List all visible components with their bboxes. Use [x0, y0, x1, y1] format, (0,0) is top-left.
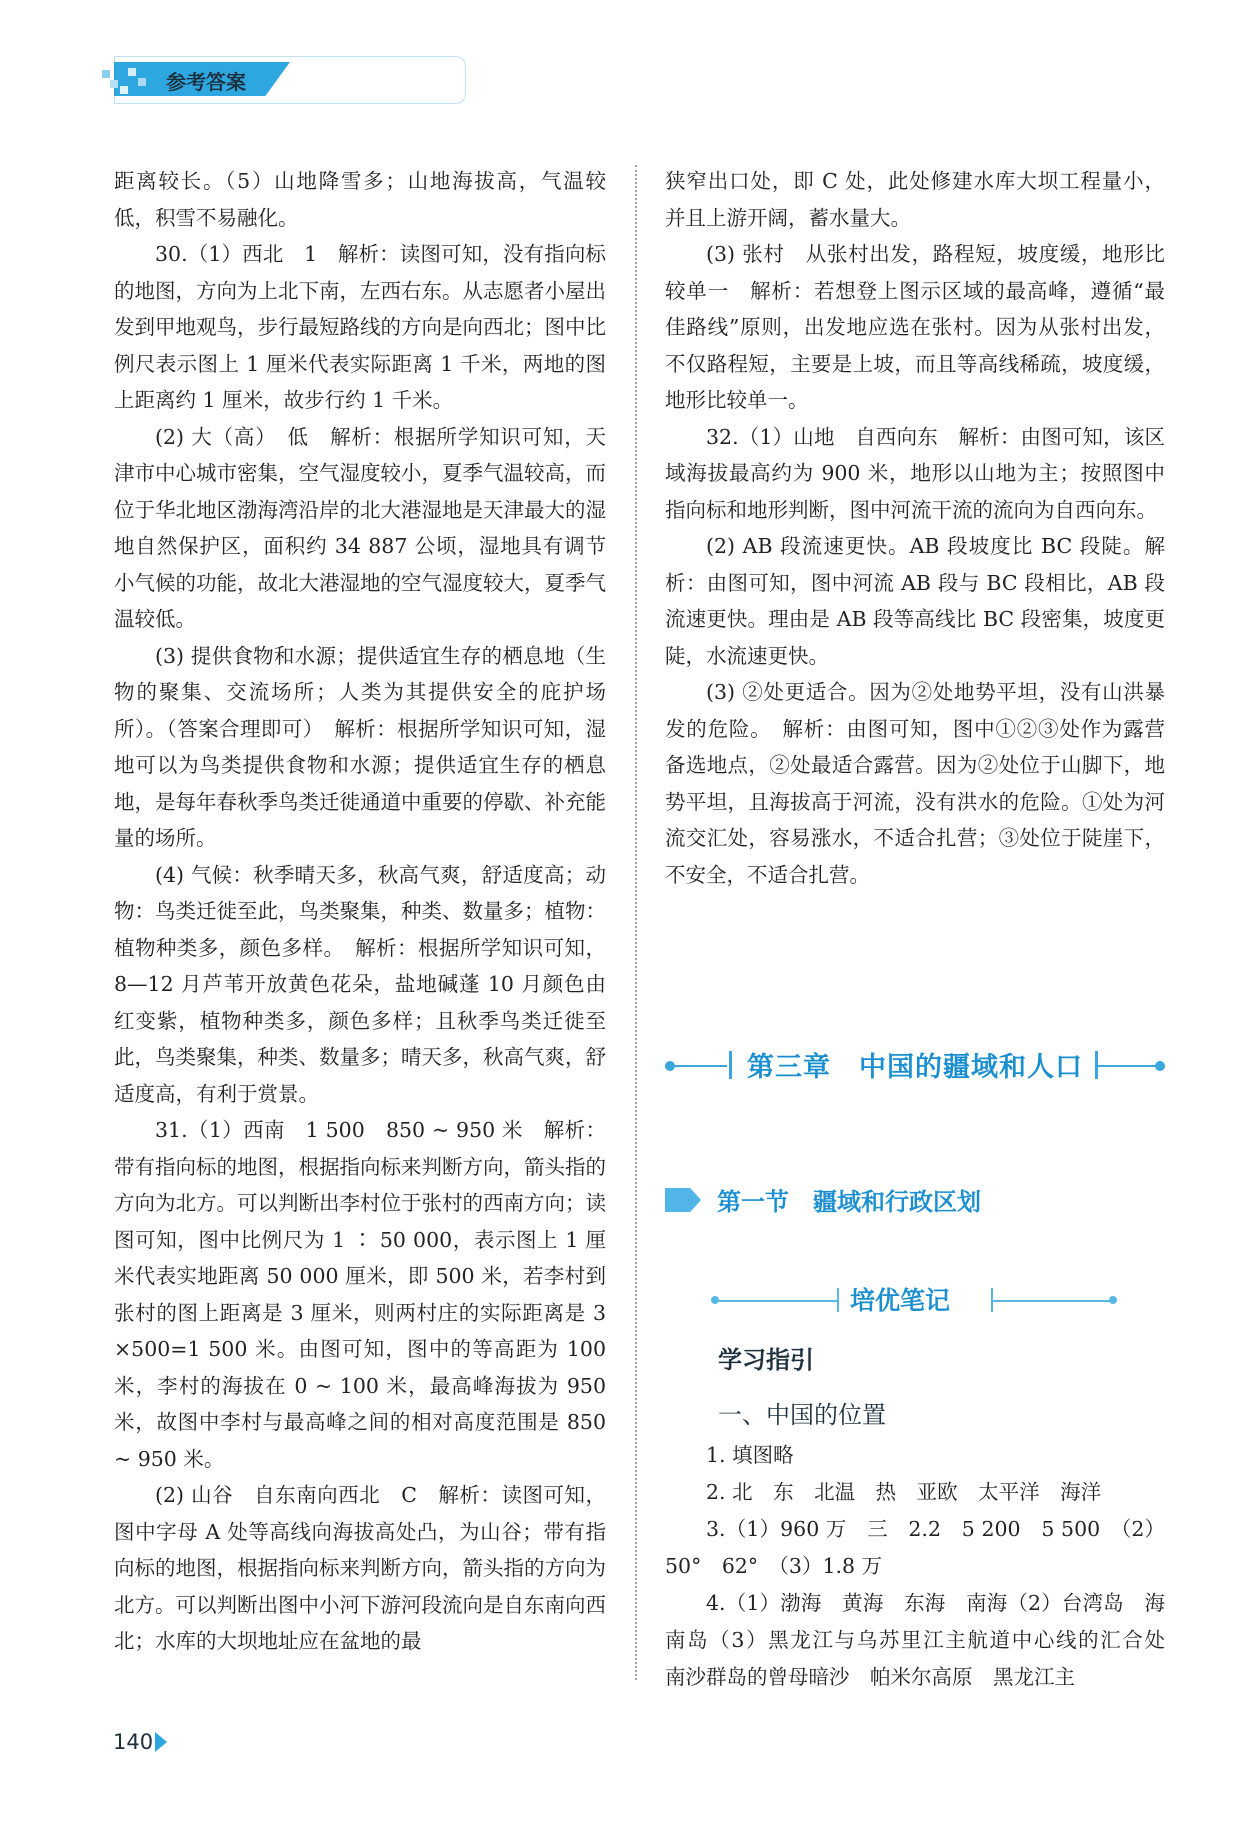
answer-paragraph: (2) 山谷 自东南向西北 C 解析：读图可知，图中字母 A 处等高线向海拔高处凸，为山谷；带有指向标的地图，根据指向标来判断方向，箭头指的方向为北方。可以判断出图中小河下游河段流向是自东南向西北；水库的大坝地址应在盆地的最 [114, 1483, 606, 1653]
notes-dot-decoration [1109, 1296, 1117, 1304]
notes-dot-decoration [711, 1296, 719, 1304]
section-marker-icon [665, 1188, 701, 1212]
header-label: 参考答案 [166, 70, 246, 94]
header-pixel-decoration [128, 68, 136, 76]
answer-line: 2. 北 东 北温 热 亚欧 太平洋 海洋 [706, 1480, 1102, 1504]
chapter-bar-decoration [729, 1051, 732, 1079]
subheading: 一、中国的位置 [718, 1401, 886, 1429]
page-arrow-icon [155, 1732, 167, 1752]
notes-rule-left [719, 1300, 837, 1302]
answer-paragraph: 30.（1）西北 1 解析：读图可知，没有指向标的地图，方向为上北下南，左西右东。从志愿者小屋出发到甲地观鸟，步行最短路线的方向是向西北；图中比例尺表示图上 1 厘米代表实际距离 1 千米，两地的图上距离约 1 厘米，故步行约 1 千米。 [114, 242, 606, 412]
header-pixel-decoration [120, 86, 128, 94]
answer-paragraph: (3) 提供食物和水源；提供适宜生存的栖息地（生物的聚集、交流场所；人类为其提供安全的庇护场所）。（答案合理即可） 解析：根据所学知识可知，湿地可以为鸟类提供食物和水源；提供适宜生存的栖息地，是每年春秋季鸟类迁徙通道中重要的停歇、补充能量的场所。 [114, 643, 606, 850]
page-number: 140 [113, 1730, 154, 1754]
answer-line: 4.（1）渤海 黄海 东海 南海（2）台湾岛 海南岛（3）黑龙江与乌苏里江主航道中心线的汇合处 南沙群岛的曾母暗沙 帕米尔高原 黑龙江主 [665, 1591, 1186, 1689]
notes-tick-decoration [837, 1288, 839, 1312]
page-header [114, 56, 466, 106]
guide-answers [665, 1437, 1186, 1696]
answer-paragraph: (2) 大（高） 低 解析：根据所学知识可知，天津市中心城市密集，空气湿度较小，夏季气温较高，而位于华北地区渤海湾沿岸的北大港湿地是天津最大的湿地自然保护区，面积约 34 887 公顷，湿地具有调节小气候的功能，故北大港湿地的空气湿度较大，夏季气温较低。 [114, 424, 606, 631]
answer-paragraph: (4) 气候：秋季晴天多，秋高气爽，舒适度高；动物：鸟类迁徙至此，鸟类聚集，种类、数量多；植物：植物种类多，颜色多样。 解析：根据所学知识可知，8—12 月芦苇开放黄色花朵，盐地碱蓬 10 月颜色由红变紫，植物种类多，颜色多样；且秋季鸟类迁徙至此，鸟类聚集，种类、数量多；晴天多，秋高气爽，舒适度高，有利于赏景。 [114, 862, 606, 1106]
chapter-dot-decoration [1155, 1061, 1165, 1071]
answer-paragraph: 狭窄出口处，即 C 处，此处修建水库大坝工程量小，并且上游开阔，蓄水量大。 [665, 169, 1165, 230]
answer-line: 3.（1）960 万 三 2.2 5 200 5 500 （2）50° 62° （3）1.8 万 [665, 1517, 1165, 1578]
chapter-rule-left [665, 1065, 727, 1067]
notes-title: 培优笔记 [850, 1286, 951, 1315]
answer-line: 1. 填图略 [706, 1443, 794, 1467]
study-guide-heading: 学习指引 [718, 1346, 814, 1374]
header-pixel-decoration [138, 78, 146, 86]
answer-paragraph: 31.（1）西南 1 500 850 ~ 950 米 解析：带有指向标的地图，根据指向标来判断方向，箭头指的方向为北方。可以判断出李村位于张村的西南方向；读图可知，图中比例尺为 1 ∶ 50 000，表示图上 1 厘米代表实地距离 50 000 厘米，即 500 米，若李村到张村的图上距离是 3 厘米，则两村庄的实际距离是 3×500=1 500 米。由图可知，图中的等高距为 100 米，李村的海拔在 0 ~ 100 米，最高峰海拔为 950 米，故图中李村与最高峰之间的相对高度范围是 850 ~ 950 米。 [114, 1118, 606, 1471]
left-column [114, 163, 606, 1660]
notes-heading [665, 1280, 1165, 1320]
chapter-title: 第三章 中国的疆域和人口 [747, 1052, 1083, 1083]
answer-paragraph: 距离较长。（5）山地降雪多；山地海拔高，气温较低，积雪不易融化。 [114, 169, 606, 230]
chapter-heading [665, 1045, 1165, 1085]
answer-paragraph: (3) ②处更适合。因为②处地势平坦，没有山洪暴发的危险。 解析：由图可知，图中①②③处作为露营备选地点，②处最适合露营。因为②处位于山脚下，地势平坦，且海拔高于河流，没有洪水的危险。①处为河流交汇处，容易涨水，不适合扎营；③处位于陡崖下，不安全，不适合扎营。 [665, 680, 1165, 887]
section-heading [665, 1180, 1165, 1220]
answer-paragraph: 32.（1）山地 自西向东 解析：由图可知，该区域海拔最高约为 900 米，地形以山地为主；按照图中指向标和地形判断，图中河流干流的流向为自西向东。 [665, 424, 1165, 522]
answer-paragraph: (3) 张村 从张村出发，路程短，坡度缓，地形比较单一 解析：若想登上图示区域的最高峰，遵循“最佳路线”原则，出发地应选在张村。因为从张村出发，不仅路程短，主要是上坡，而且等高线稀疏，坡度缓，地形比较单一。 [665, 242, 1165, 412]
column-divider [635, 165, 637, 1680]
header-pixel-decoration [102, 70, 110, 78]
section-title: 第一节 疆域和行政区划 [717, 1188, 981, 1216]
header-pixel-decoration [110, 80, 118, 88]
notes-rule-right [993, 1300, 1111, 1302]
right-column [665, 163, 1165, 893]
answer-paragraph: (2) AB 段流速更快。AB 段坡度比 BC 段陡。解析：由图可知，图中河流 AB 段与 BC 段相比，AB 段流速更快。理由是 AB 段等高线比 BC 段密集，坡度更陡，水流速更快。 [665, 534, 1165, 668]
